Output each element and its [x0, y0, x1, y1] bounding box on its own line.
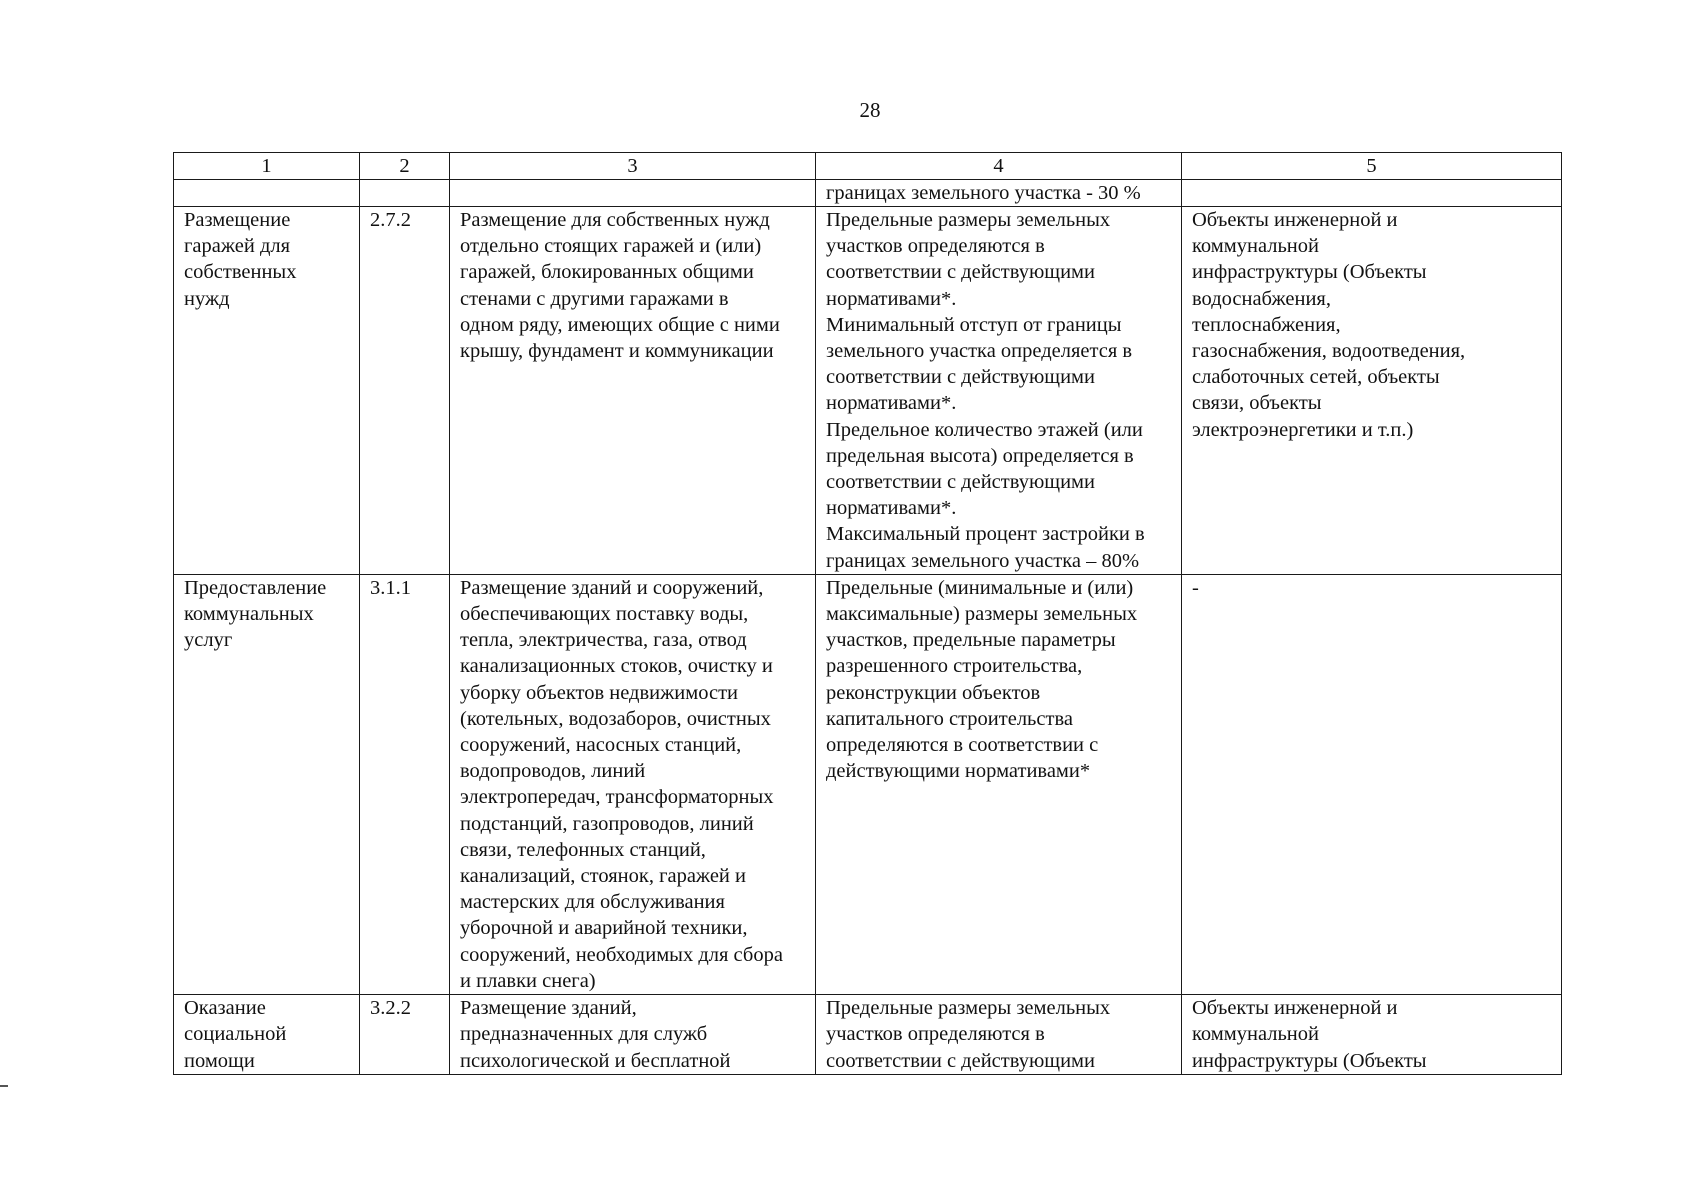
table-row — [174, 995, 1562, 1075]
column-number-1: 1 — [174, 153, 360, 180]
use-type-accessory: Объекты инженерной и коммунальной инфраструктуры (Объекты — [1192, 997, 1427, 1072]
use-type-name-cell — [174, 995, 360, 1075]
use-type-parameters-cell — [816, 995, 1182, 1075]
use-type-description: Размещение для собственных нужд отдельно стоящих гаражей и (или) гаражей, блокированных общими стенами с другими гаражами в одном ряду, имеющих общие с ними крышу, фундамент и коммуникации — [450, 207, 816, 575]
use-type-parameters: Предельные размеры земельных участков определяются в соответствии с действующими — [826, 997, 1111, 1072]
use-type-accessory-cell — [1182, 995, 1562, 1075]
use-type-code: 2.7.2 — [360, 207, 450, 575]
land-use-table — [173, 152, 1562, 1075]
column-number-5: 5 — [1182, 153, 1562, 180]
continuation-cell-4: границах земельного участка - 30 % — [816, 180, 1182, 207]
continuation-cell-1 — [174, 180, 360, 207]
use-type-accessory: - — [1182, 574, 1562, 994]
table-row — [174, 207, 1562, 575]
use-type-accessory: Объекты инженерной и коммунальной инфраструктуры (Объекты водоснабжения, теплоснабжения, газоснабжения, водоотведения, слаботочных сетей, объекты связи, объекты электроэнергетики и т.п.) — [1182, 207, 1562, 575]
use-type-name: Оказание социальной помощи — [184, 997, 287, 1072]
continuation-cell-3 — [450, 180, 816, 207]
continuation-row — [174, 180, 1562, 207]
continuation-cell-2 — [360, 180, 450, 207]
use-type-code: 3.2.2 — [370, 997, 411, 1020]
use-type-code-cell — [360, 995, 450, 1075]
use-type-code: 3.1.1 — [360, 574, 450, 994]
use-type-description: Размещение зданий, предназначенных для служб психологической и бесплатной — [460, 997, 731, 1072]
column-number-row — [174, 153, 1562, 180]
use-type-name: Размещение гаражей для собственных нужд — [174, 207, 360, 575]
use-type-parameters: Предельные (минимальные и (или) максимальные) размеры земельных участков, предельные параметры разрешенного строительства, реконструкции объектов капитального строительства определяются в соответствии с действующими нормативами* — [816, 574, 1182, 994]
scan-artifact — [0, 1085, 8, 1087]
use-type-description: Размещение зданий и сооружений, обеспечивающих поставку воды, тепла, электричества, газа, отвод канализационных стоков, очистку и уборку объектов недвижимости (котельных, водозаборов, очистных сооружений, насосных станций, водопроводов, линий электропередач, трансформаторных подстанций, газопроводов, линий связи, телефонных станций, канализаций, стоянок, гаражей и мастерских для обслуживания уборочной и аварийной техники, сооружений, необходимых для сбора и плавки снега) — [450, 574, 816, 994]
table-row — [174, 574, 1562, 994]
page-number: 28 — [859, 98, 881, 122]
use-type-parameters: Предельные размеры земельных участков определяются в соответствии с действующими нормативами*. Минимальный отступ от границы земельного участка определяется в соответствии с действующими нормативами*. Предельное количество этажей (или предельная высота) определяется в соответствии с действующими нормативами*. Максимальный процент застройки в границах земельного участка – 80% — [816, 207, 1182, 575]
column-number-4: 4 — [816, 153, 1182, 180]
use-type-name: Предоставление коммунальных услуг — [174, 574, 360, 994]
column-number-3: 3 — [450, 153, 816, 180]
continuation-cell-5 — [1182, 180, 1562, 207]
use-type-description-cell — [450, 995, 816, 1075]
column-number-2: 2 — [360, 153, 450, 180]
